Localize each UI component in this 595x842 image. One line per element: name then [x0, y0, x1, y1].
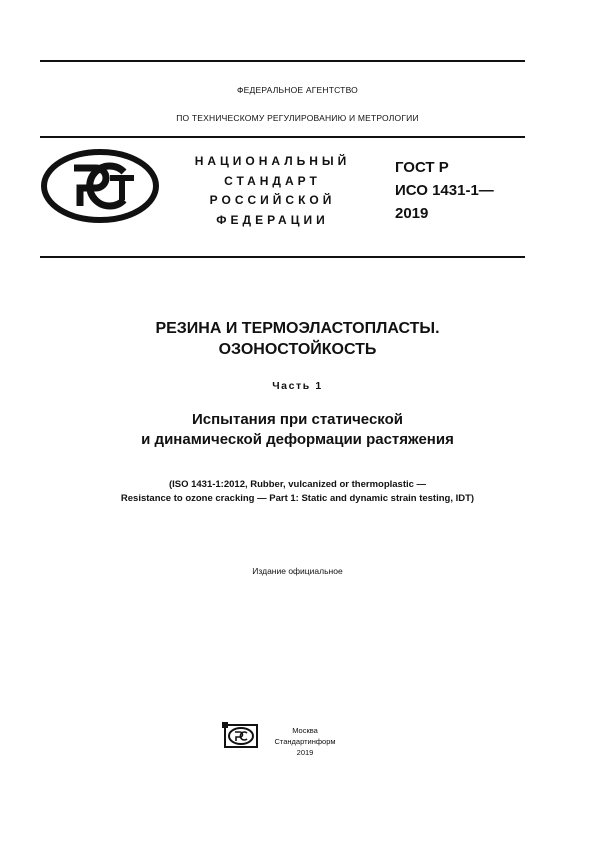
header-rule-lower: [40, 256, 525, 258]
document-subtitle: [0, 410, 595, 450]
publisher-block: [260, 725, 350, 758]
standard-type-line-4: ФЕДЕРАЦИИ: [216, 212, 329, 227]
standartinform-icon: [222, 722, 260, 750]
designation-block: [395, 156, 494, 225]
publisher-name: Стандартинформ: [274, 737, 336, 746]
publisher-city: Москва: [292, 726, 318, 735]
edition-label: Издание официальное: [252, 566, 343, 576]
standard-type-line-2: СТАНДАРТ: [224, 173, 321, 188]
part-label: Часть 1: [272, 380, 323, 392]
title-line-1: РЕЗИНА И ТЕРМОЭЛАСТОПЛАСТЫ.: [155, 320, 440, 337]
agency-line-2: ПО ТЕХНИЧЕСКОМУ РЕГУЛИРОВАНИЮ И МЕТРОЛОГИИ: [176, 113, 419, 123]
document-title: [0, 318, 595, 360]
iso-reference: [0, 478, 595, 506]
standard-type-block: [170, 152, 375, 230]
designation-line-1: ГОСТ Р: [395, 159, 449, 176]
subtitle-line-2: и динамической деформации растяжения: [141, 431, 454, 448]
standard-type-line-1: НАЦИОНАЛЬНЫЙ: [194, 154, 351, 168]
subtitle-line-1: Испытания при статической: [192, 411, 403, 428]
iso-reference-line-2: Resistance to ozone cracking — Part 1: Static and dynamic strain testing, IDT): [120, 493, 475, 504]
designation-line-3: 2019: [395, 205, 429, 222]
designation-line-2: ИСО 1431-1—: [395, 182, 494, 199]
header-rule-upper: [40, 136, 525, 138]
gost-r-certification-icon: [40, 148, 160, 224]
agency-line-1: ФЕДЕРАЛЬНОЕ АГЕНТСТВО: [237, 85, 358, 95]
top-rule: [40, 60, 525, 62]
publisher-year: 2019: [296, 748, 314, 757]
standard-type-line-3: РОССИЙСКОЙ: [209, 193, 336, 207]
title-line-2: ОЗОНОСТОЙКОСТЬ: [218, 341, 377, 358]
iso-reference-line-1: (ISO 1431-1:2012, Rubber, vulcanized or thermoplastic —: [168, 479, 427, 490]
